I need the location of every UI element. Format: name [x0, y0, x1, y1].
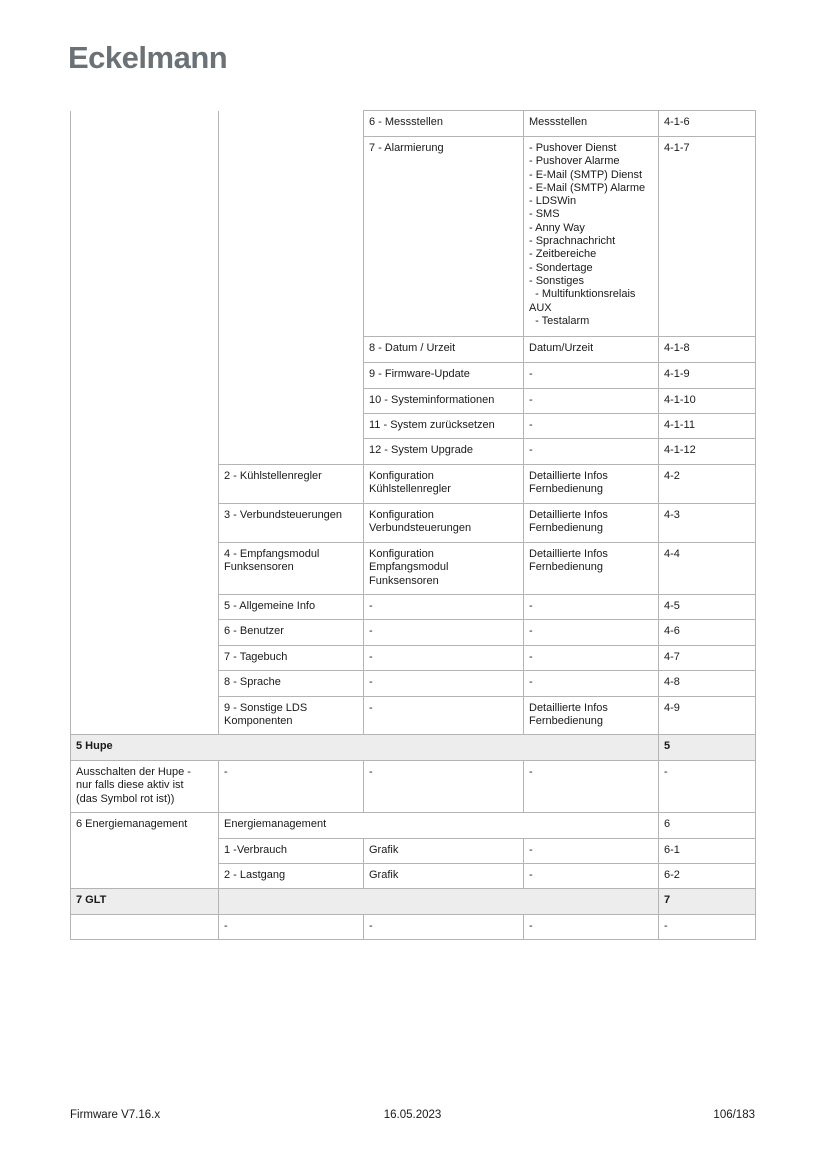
- table-cell: Messstellen: [524, 111, 659, 137]
- table-cell: 6-2: [659, 864, 756, 889]
- table-cell: 6 Energiemanagement: [71, 813, 219, 889]
- table-cell: -: [364, 915, 524, 940]
- table-row: [71, 735, 756, 761]
- table-cell: 12 - System Upgrade: [364, 439, 524, 465]
- table-cell: -: [524, 595, 659, 620]
- table-cell: 4-1-12: [659, 439, 756, 465]
- table-cell: Energiemanagement: [219, 813, 659, 839]
- table-cell: 4 - Empfangsmodul Funksensoren: [219, 543, 364, 595]
- table-cell: Ausschalten der Hupe - nur falls diese aktiv ist (das Symbol rot ist)): [71, 761, 219, 813]
- footer-firmware-version: Firmware V7.16.x: [70, 1109, 161, 1121]
- table-cell: [71, 915, 219, 940]
- table-cell: -: [524, 620, 659, 646]
- table-cell: -: [364, 697, 524, 735]
- table-cell: -: [659, 761, 756, 813]
- table-cell: 7 - Alarmierung: [364, 137, 524, 337]
- table-cell: -: [524, 389, 659, 414]
- table-cell: -: [219, 915, 364, 940]
- table-cell: 4-1-7: [659, 137, 756, 337]
- table-cell: 11 - System zurücksetzen: [364, 414, 524, 439]
- table-cell: 4-5: [659, 595, 756, 620]
- table-cell: 4-1-10: [659, 389, 756, 414]
- table-cell: Grafik: [364, 839, 524, 864]
- col1-continued-cell: [71, 111, 219, 735]
- table-cell: 10 - Systeminformationen: [364, 389, 524, 414]
- table-cell: Detaillierte Infos Fernbedienung: [524, 504, 659, 543]
- footer-page-number: 106/183: [713, 1109, 755, 1121]
- company-logo: Eckelmann: [68, 40, 228, 75]
- section-hupe-cell: 5 Hupe: [71, 735, 659, 761]
- table-cell: -: [364, 595, 524, 620]
- table-cell: Konfiguration Verbundsteuerungen: [364, 504, 524, 543]
- section-glt-cell: 7 GLT: [71, 889, 219, 915]
- table-cell: 4-8: [659, 671, 756, 697]
- table-cell: -: [659, 915, 756, 940]
- table-cell: Grafik: [364, 864, 524, 889]
- table-cell: 2 - Lastgang: [219, 864, 364, 889]
- table-cell: 4-1-11: [659, 414, 756, 439]
- table-cell: -: [524, 671, 659, 697]
- table-cell: -: [524, 414, 659, 439]
- table-cell: 7 - Tagebuch: [219, 646, 364, 671]
- table-cell: -: [364, 671, 524, 697]
- alarm-options-cell: - Pushover Dienst - Pushover Alarme - E-Mail (SMTP) Dienst - E-Mail (SMTP) Alarme - LDSWin - SMS - Anny Way - Sprachnachricht - Zeitbereiche - Sondertage - Sonstiges - Multifunktionsrelais AUX - Testalarm: [524, 137, 659, 337]
- table-cell: 9 - Sonstige LDS Komponenten: [219, 697, 364, 735]
- table-cell: Detaillierte Infos Fernbedienung: [524, 465, 659, 504]
- table-cell: 9 - Firmware-Update: [364, 363, 524, 389]
- table-cell: [219, 889, 659, 915]
- table-cell: -: [524, 439, 659, 465]
- table-cell: Detaillierte Infos Fernbedienung: [524, 697, 659, 735]
- section-hupe-number-cell: 5: [659, 735, 756, 761]
- table-cell: 4-4: [659, 543, 756, 595]
- table-cell: Datum/Urzeit: [524, 337, 659, 363]
- table-cell: 4-7: [659, 646, 756, 671]
- table-row: [71, 915, 756, 940]
- footer-date: 16.05.2023: [383, 1109, 442, 1121]
- table-cell: 6-1: [659, 839, 756, 864]
- table-cell: -: [524, 646, 659, 671]
- table-cell: 1 -Verbrauch: [219, 839, 364, 864]
- table-cell: -: [524, 363, 659, 389]
- table-cell: -: [524, 864, 659, 889]
- table-cell: 8 - Sprache: [219, 671, 364, 697]
- table-cell: Detaillierte Infos Fernbedienung: [524, 543, 659, 595]
- table-cell: 4-1-6: [659, 111, 756, 137]
- table-cell: -: [364, 761, 524, 813]
- section-glt-number-cell: 7: [659, 889, 756, 915]
- table-cell: -: [364, 646, 524, 671]
- table-row: [71, 813, 756, 839]
- table-cell: 2 - Kühlstellenregler: [219, 465, 364, 504]
- table-cell: 4-9: [659, 697, 756, 735]
- table-cell: -: [524, 761, 659, 813]
- table-cell: -: [524, 839, 659, 864]
- table-cell: 4-1-9: [659, 363, 756, 389]
- table-cell: 5 - Allgemeine Info: [219, 595, 364, 620]
- table-row: [71, 761, 756, 813]
- table-cell: 4-1-8: [659, 337, 756, 363]
- table-cell: 4-3: [659, 504, 756, 543]
- table-cell: Konfiguration Empfangsmodul Funksensoren: [364, 543, 524, 595]
- table-cell: 6 - Messstellen: [364, 111, 524, 137]
- table-cell: 8 - Datum / Urzeit: [364, 337, 524, 363]
- table-cell: Konfiguration Kühlstellenregler: [364, 465, 524, 504]
- table-cell: 3 - Verbundsteuerungen: [219, 504, 364, 543]
- table-row: [71, 111, 756, 137]
- table-cell: 4-6: [659, 620, 756, 646]
- page-footer: [70, 1109, 755, 1121]
- table-cell: -: [219, 761, 364, 813]
- col2-continued-cell: [219, 111, 364, 465]
- table-row: [71, 889, 756, 915]
- menu-structure-table: [70, 110, 756, 940]
- table-cell: -: [364, 620, 524, 646]
- table-cell: 4-2: [659, 465, 756, 504]
- table-cell: -: [524, 915, 659, 940]
- table-cell: 6 - Benutzer: [219, 620, 364, 646]
- table-cell: 6: [659, 813, 756, 839]
